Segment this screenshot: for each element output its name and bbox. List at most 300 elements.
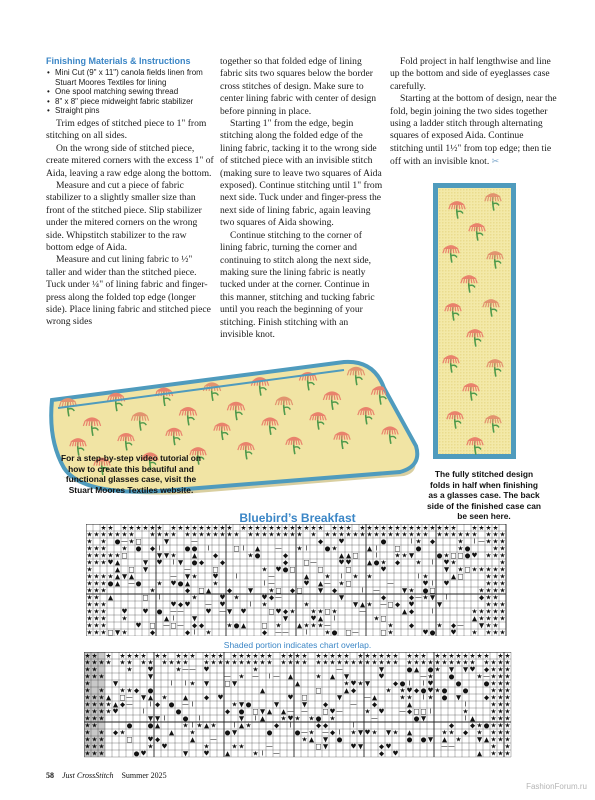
chart-symbol: ▼ — [114, 628, 121, 636]
chart-symbol: ★ — [387, 530, 394, 539]
chart-symbol: ★ — [469, 652, 476, 660]
chart-symbol: — — [415, 593, 422, 602]
chart-symbol: I — [235, 572, 238, 581]
chart-symbol: ● — [114, 537, 121, 546]
chart-symbol: ▲ — [413, 665, 420, 674]
chart-symbol: ♥ — [170, 579, 177, 588]
chart-symbol: ★ — [280, 714, 287, 723]
chart-symbol: ★ — [492, 600, 499, 609]
material-item: • Straight pins — [46, 106, 214, 116]
chart-symbol: □ — [413, 707, 420, 716]
chart-symbol: ★ — [497, 672, 504, 681]
chart-symbol: □ — [352, 551, 359, 560]
chart-symbol: ★ — [252, 665, 259, 674]
chart-symbol: ★ — [84, 672, 91, 681]
flower-petal — [448, 249, 449, 253]
chart-symbol: — — [478, 537, 485, 546]
flower-petal — [488, 303, 489, 307]
chart-symbol: ♥ — [350, 679, 357, 688]
chart-symbol: ♥ — [219, 593, 226, 602]
chart-symbol: I — [422, 679, 425, 688]
chart-symbol: I — [431, 607, 434, 616]
chart-symbol: ★ — [343, 652, 350, 660]
chart-symbol: ★ — [441, 652, 448, 660]
chart-symbol: ★ — [233, 593, 240, 602]
chart-symbol: ★ — [436, 530, 443, 539]
chart-symbol: ★ — [149, 586, 156, 595]
chart-symbol: ★ — [394, 551, 401, 560]
chart-symbol: ★ — [378, 658, 385, 667]
chart-symbol: ★ — [490, 665, 497, 674]
chart-symbol: ★ — [471, 628, 478, 636]
chart-symbol: — — [359, 607, 366, 616]
chart-symbol: ★ — [310, 530, 317, 539]
chart-symbol: ● — [399, 679, 406, 688]
chart-symbol: ★ — [156, 579, 163, 588]
chart-symbol: ★ — [91, 735, 98, 744]
chart-symbol: — — [177, 621, 184, 630]
chart-symbol: I — [249, 600, 252, 609]
chart-symbol: ▲ — [317, 579, 324, 588]
chart-symbol: I — [149, 700, 152, 709]
chart-symbol: ▲ — [471, 614, 478, 623]
chart-symbol: ★ — [357, 652, 364, 660]
chart-symbol: ▲ — [345, 551, 352, 560]
flower-petal — [450, 307, 451, 311]
chart-symbol: □ — [464, 565, 471, 574]
chart-symbol: ★ — [100, 628, 107, 636]
chart-symbol: ● — [464, 551, 471, 560]
chart-symbol: ★ — [427, 658, 434, 667]
chart-symbol: ▲ — [163, 614, 170, 623]
chart-symbol: ★ — [422, 593, 429, 602]
chart-symbol: ● — [182, 714, 189, 723]
chart-symbol: — — [128, 579, 135, 588]
flower-petal — [185, 411, 186, 416]
chart-symbol: ★ — [490, 749, 497, 758]
chart-symbol: ★ — [485, 600, 492, 609]
chart-symbol: ★ — [86, 628, 93, 636]
chart-symbol: ★ — [254, 530, 261, 539]
chart-symbol: ● — [126, 721, 133, 730]
chart-symbol: ● — [107, 579, 114, 588]
chart-symbol: ● — [373, 558, 380, 567]
flower-petal — [243, 446, 244, 450]
chart-symbol: ★ — [490, 658, 497, 667]
instruction-paragraph: together so that folded edge of lining fabric sits two squares below the border cross stitches of design. Make sure to center lining fabric with center of design before pinning in place. — [220, 56, 377, 117]
chart-symbol: ★ — [205, 524, 212, 532]
chart-symbol: □ — [142, 593, 149, 602]
chart-symbol: ★ — [448, 658, 455, 667]
chart-symbol: ♥ — [303, 579, 310, 588]
chart-symbol: ★ — [84, 652, 91, 660]
chart-symbol: ● — [224, 728, 231, 737]
instruction-text: Starting at the bottom of design, near the fold, begin joining the two sides together using a ladder stitch through alternating squares of exposed Aida. Continue stitching until 1½" from top edge; then tie off with an invisible knot. — [390, 93, 557, 168]
chart-symbol: ★ — [86, 558, 93, 567]
instruction-paragraph: Measure and cut a piece of fabric stabilizer to a slightly smaller size than front of the stitched piece. Slip stabilizer under the mitered corners on the wrong side. Whipstitch stabilizer to the raw bottom edge of Aida. — [46, 180, 202, 254]
chart-symbol: ★ — [86, 551, 93, 560]
column-3 — [390, 56, 558, 169]
chart-symbol: ★ — [317, 621, 324, 630]
chart-symbol: ★ — [231, 742, 238, 751]
chart-symbol: ▼ — [121, 572, 128, 581]
chart-symbol: ★ — [84, 679, 91, 688]
chart-symbol: ★ — [105, 658, 112, 667]
chart-symbol: ▼ — [226, 607, 233, 616]
chart-symbol: ★ — [100, 614, 107, 623]
flat-design-photo — [433, 183, 516, 459]
chart-symbol: — — [163, 621, 170, 630]
chart-symbol: ▼ — [191, 614, 198, 623]
chart-symbol: ★ — [457, 537, 464, 546]
chart-symbol: ★ — [184, 530, 191, 539]
chart-symbol: ▲ — [366, 558, 373, 567]
chart-symbol: ★ — [366, 530, 373, 539]
chart-symbol: ★ — [455, 652, 462, 660]
flower-petal — [296, 441, 297, 445]
chart-symbol: ♥ — [212, 572, 219, 581]
chart-symbol: ★ — [497, 652, 504, 660]
chart-symbol: I — [191, 721, 194, 730]
chart-symbol: □ — [380, 628, 387, 636]
chart-symbol: ★ — [329, 658, 336, 667]
chart-symbol: ★ — [126, 652, 133, 660]
chart-symbol: ★ — [210, 721, 217, 730]
flower-petal — [459, 205, 460, 209]
chart-symbol: I — [158, 593, 161, 602]
chart-symbol: — — [219, 607, 226, 616]
chart-symbol: ★ — [364, 652, 371, 660]
chart-symbol: ♥ — [205, 607, 212, 616]
chart-symbol: ◆ — [378, 749, 385, 758]
flower-petal — [219, 426, 220, 430]
issue-label: Summer 2025 — [121, 771, 167, 780]
chart-symbol: ★ — [415, 530, 422, 539]
chart-symbol: ★ — [163, 530, 170, 539]
chart-symbol: ★ — [191, 593, 198, 602]
chart-symbol: ★ — [322, 652, 329, 660]
chart-symbol: ★ — [387, 621, 394, 630]
chart-symbol: ▲ — [154, 721, 161, 730]
chart-symbol: ★ — [371, 652, 378, 660]
chart-symbol: ★ — [499, 586, 506, 595]
chart-symbol: ● — [315, 714, 322, 723]
chart-symbol: ★ — [100, 551, 107, 560]
chart-symbol: ★ — [93, 621, 100, 630]
chart-symbol: ★ — [315, 652, 322, 660]
chart-symbol: ▲ — [147, 693, 154, 702]
chart-symbol: ★ — [471, 565, 478, 574]
chart-symbol: — — [282, 628, 289, 636]
chart-symbol: ▲ — [238, 721, 245, 730]
chart-symbol: ★ — [161, 693, 168, 702]
chart-symbol: ● — [462, 686, 469, 695]
chart-symbol: ★ — [415, 558, 422, 567]
chart-symbol: ★ — [357, 679, 364, 688]
column-1 — [46, 56, 214, 329]
chart-symbol: ★ — [364, 707, 371, 716]
chart-symbol: ★ — [429, 524, 436, 532]
chart-symbol: ★ — [478, 607, 485, 616]
chart-symbol: ★ — [93, 600, 100, 609]
chart-symbol: ★ — [105, 707, 112, 716]
chart-symbol: ★ — [310, 607, 317, 616]
chart-symbol: ★ — [128, 524, 135, 532]
chart-symbol: ▲ — [259, 686, 266, 695]
chart-symbol: ● — [336, 735, 343, 744]
chart-symbol: ♥ — [350, 742, 357, 751]
chart-symbol: ▼ — [147, 672, 154, 681]
chart-symbol: ★ — [427, 693, 434, 702]
chart-symbol: □ — [119, 693, 126, 702]
chart-symbol: □ — [457, 551, 464, 560]
chart-symbol: ▲ — [401, 607, 408, 616]
chart-symbol: ♥ — [275, 565, 282, 574]
chart-symbol: ★ — [107, 530, 114, 539]
chart-symbol: — — [310, 558, 317, 567]
chart-symbol: ▲ — [205, 586, 212, 595]
materials-list — [46, 68, 214, 116]
chart-symbol: ★ — [219, 524, 226, 532]
chart-symbol: ★ — [191, 572, 198, 581]
chart-symbol: ★ — [252, 652, 259, 660]
chart-symbol: — — [275, 593, 282, 602]
chart-symbol: ★ — [294, 652, 301, 660]
chart-symbol: □ — [301, 693, 308, 702]
chart-symbol: ★ — [86, 607, 93, 616]
chart-symbol: ★ — [399, 686, 406, 695]
chart-symbol: ★ — [93, 551, 100, 560]
chart-symbol: ◆ — [406, 707, 413, 716]
chart-symbol: ★ — [441, 658, 448, 667]
chart-symbol: ★ — [247, 551, 254, 560]
chart-symbol: ★ — [504, 749, 511, 758]
chart-symbol: ★ — [245, 658, 252, 667]
chart-symbol: ★ — [135, 524, 142, 532]
chart-symbol: — — [268, 572, 275, 581]
chart-symbol: ★ — [175, 665, 182, 674]
chart-symbol: ★ — [490, 672, 497, 681]
chart-symbol: ● — [184, 544, 191, 553]
chart-symbol: ★ — [492, 593, 499, 602]
chart-symbol: ★ — [490, 735, 497, 744]
chart-symbol: ▲ — [203, 721, 210, 730]
chart-symbol: ★ — [84, 735, 91, 744]
chart-symbol: ♥ — [443, 579, 450, 588]
chart-symbol: ★ — [121, 628, 128, 636]
chart-symbol: — — [126, 693, 133, 702]
flower-petal — [353, 371, 354, 376]
chart-symbol: ★ — [100, 607, 107, 616]
chart-symbol: □ — [170, 621, 177, 630]
chart-symbol: ★ — [497, 728, 504, 737]
flower-petal — [477, 441, 478, 445]
chart-symbol: ★ — [233, 530, 240, 539]
chart-symbol: ♥ — [329, 707, 336, 716]
chart-symbol: I — [254, 714, 257, 723]
chart-symbol: — — [121, 537, 128, 546]
chart-symbol: ★ — [84, 721, 91, 730]
instruction-paragraph — [390, 93, 558, 168]
chart-symbol: ▼ — [163, 537, 170, 546]
chart-symbol: ◆ — [184, 628, 191, 636]
chart-symbol: ★ — [504, 652, 511, 660]
chart-symbol: ★ — [324, 572, 331, 581]
chart-symbol: ▼ — [182, 749, 189, 758]
chart-symbol: I — [422, 693, 425, 702]
chart-symbol: ★ — [196, 721, 203, 730]
chart-symbol: ♥ — [427, 686, 434, 695]
chart-symbol: ★ — [91, 749, 98, 758]
chart-symbol: I — [410, 537, 413, 546]
chart-symbol: ★ — [86, 565, 93, 574]
chart-symbol: — — [189, 665, 196, 674]
chart-symbol: ● — [420, 686, 427, 695]
chart-symbol: I — [193, 628, 196, 636]
chart-symbol: ★ — [448, 652, 455, 660]
chart-symbol: ♥ — [147, 735, 154, 744]
chart-symbol: □ — [324, 607, 331, 616]
chart-symbol: ★ — [303, 600, 310, 609]
chart-symbol: ▼ — [478, 621, 485, 630]
flower-petal — [281, 401, 282, 406]
chart-symbol: ★ — [492, 565, 499, 574]
chart-symbol: ★ — [499, 530, 506, 539]
chart-symbol: ★ — [490, 714, 497, 723]
chart-symbol: ◆ — [394, 600, 401, 609]
chart-symbol: □ — [224, 679, 231, 688]
chart-symbol: ★ — [380, 530, 387, 539]
flower-petal — [344, 435, 345, 439]
chart-symbol: ● — [266, 728, 273, 737]
chart-symbol: ★ — [93, 572, 100, 581]
chart-symbol: ★ — [294, 714, 301, 723]
chart-symbol: ◆ — [177, 600, 184, 609]
chart-symbol: ★ — [84, 714, 91, 723]
chart-symbol: ▼ — [336, 693, 343, 702]
chart-symbol: ★ — [478, 614, 485, 623]
chart-symbol: ★ — [121, 524, 128, 532]
chart-symbol: I — [408, 679, 411, 688]
chart-symbol: ★ — [126, 658, 133, 667]
flower-petal — [128, 437, 129, 441]
chart-symbol: ★ — [350, 728, 357, 737]
chart-symbol: ▲ — [476, 749, 483, 758]
chart-symbol: I — [268, 672, 271, 681]
chart-symbol: ★ — [84, 742, 91, 751]
chart-symbol: — — [210, 735, 217, 744]
chart-symbol: ★ — [245, 652, 252, 660]
chart-symbol: ▼ — [140, 693, 147, 702]
chart-symbol: ♥ — [378, 707, 385, 716]
chart-symbol: ● — [406, 735, 413, 744]
chart-symbol: ★ — [499, 600, 506, 609]
chart-symbol: ★ — [301, 658, 308, 667]
chart-symbol: I — [242, 544, 245, 553]
chart-symbol: ♥ — [408, 600, 415, 609]
chart-symbol: ◆ — [408, 621, 415, 630]
chart-symbol: ★ — [504, 728, 511, 737]
material-item: • 8" x 8" piece midweight fabric stabilizer — [46, 97, 214, 107]
chart-symbol: — — [448, 742, 455, 751]
chart-symbol: ▼ — [247, 586, 254, 595]
chart-symbol: □ — [261, 621, 268, 630]
chart-symbol: ♥ — [287, 693, 294, 702]
chart-symbol: ▼ — [147, 714, 154, 723]
column-2 — [220, 56, 383, 341]
chart-symbol: ★ — [492, 621, 499, 630]
chart-symbol: ★ — [189, 652, 196, 660]
chart-grid-bottom — [84, 652, 512, 760]
chart-symbol: ★ — [100, 558, 107, 567]
chart-symbol: — — [420, 672, 427, 681]
chart-symbol: ◆ — [112, 728, 119, 737]
chart-symbol: ★ — [100, 530, 107, 539]
chart-symbol: □ — [303, 558, 310, 567]
chart-symbol: ★ — [485, 524, 492, 532]
chart-symbol: ◆ — [429, 537, 436, 546]
chart-symbol: ★ — [317, 607, 324, 616]
chart-symbol: ★ — [86, 572, 93, 581]
chart-symbol: ★ — [261, 600, 268, 609]
chart-symbol: ◆ — [322, 700, 329, 709]
flower-petal — [233, 406, 234, 411]
chart-symbol: ★ — [366, 600, 373, 609]
chart-symbol: ★ — [434, 652, 441, 660]
chart-symbol: ★ — [119, 658, 126, 667]
chart-symbol: ★ — [98, 749, 105, 758]
chart-symbol: ★ — [121, 614, 128, 623]
chart-symbol: ▲ — [329, 672, 336, 681]
chart-symbol: ★ — [84, 749, 91, 758]
chart-symbol: ★ — [91, 714, 98, 723]
chart-symbol: ♥ — [338, 558, 345, 567]
chart-symbol: ★ — [441, 728, 448, 737]
chart-symbol: ● — [191, 544, 198, 553]
chart-symbol: ★ — [401, 524, 408, 532]
chart-symbol: ★ — [100, 579, 107, 588]
chart-symbol: ★ — [420, 652, 427, 660]
chart-symbol: I — [352, 721, 355, 730]
chart-symbol: ▲ — [224, 749, 231, 758]
chart-symbol: — — [268, 579, 275, 588]
chart-symbol: ♥ — [147, 665, 154, 674]
flower-petal — [305, 376, 306, 381]
chart-symbol: I — [305, 544, 308, 553]
chart-symbol: ▼ — [436, 600, 443, 609]
flower-petal — [472, 441, 473, 445]
chart-symbol: — — [322, 728, 329, 737]
chart-symbol: ● — [455, 679, 462, 688]
flower-petal — [452, 415, 453, 419]
flower-petal — [468, 387, 469, 391]
chart-symbol: ▼ — [238, 700, 245, 709]
chart-symbol: ★ — [170, 551, 177, 560]
chart-symbol: ★ — [84, 707, 91, 716]
chart-symbol: ★ — [303, 524, 310, 532]
chart-symbol: ♥ — [107, 558, 114, 567]
chart-symbol: ★ — [107, 572, 114, 581]
chart-symbol: ★ — [238, 658, 245, 667]
chart-symbol: ◆ — [282, 551, 289, 560]
chart-symbol: □ — [128, 565, 135, 574]
chart-symbol: ▲ — [280, 707, 287, 716]
chart-symbol: ★ — [436, 524, 443, 532]
chart-symbol: ★ — [114, 551, 121, 560]
chart-symbol: □ — [315, 686, 322, 695]
chart-symbol: I — [289, 721, 292, 730]
chart-symbol: ★ — [98, 707, 105, 716]
